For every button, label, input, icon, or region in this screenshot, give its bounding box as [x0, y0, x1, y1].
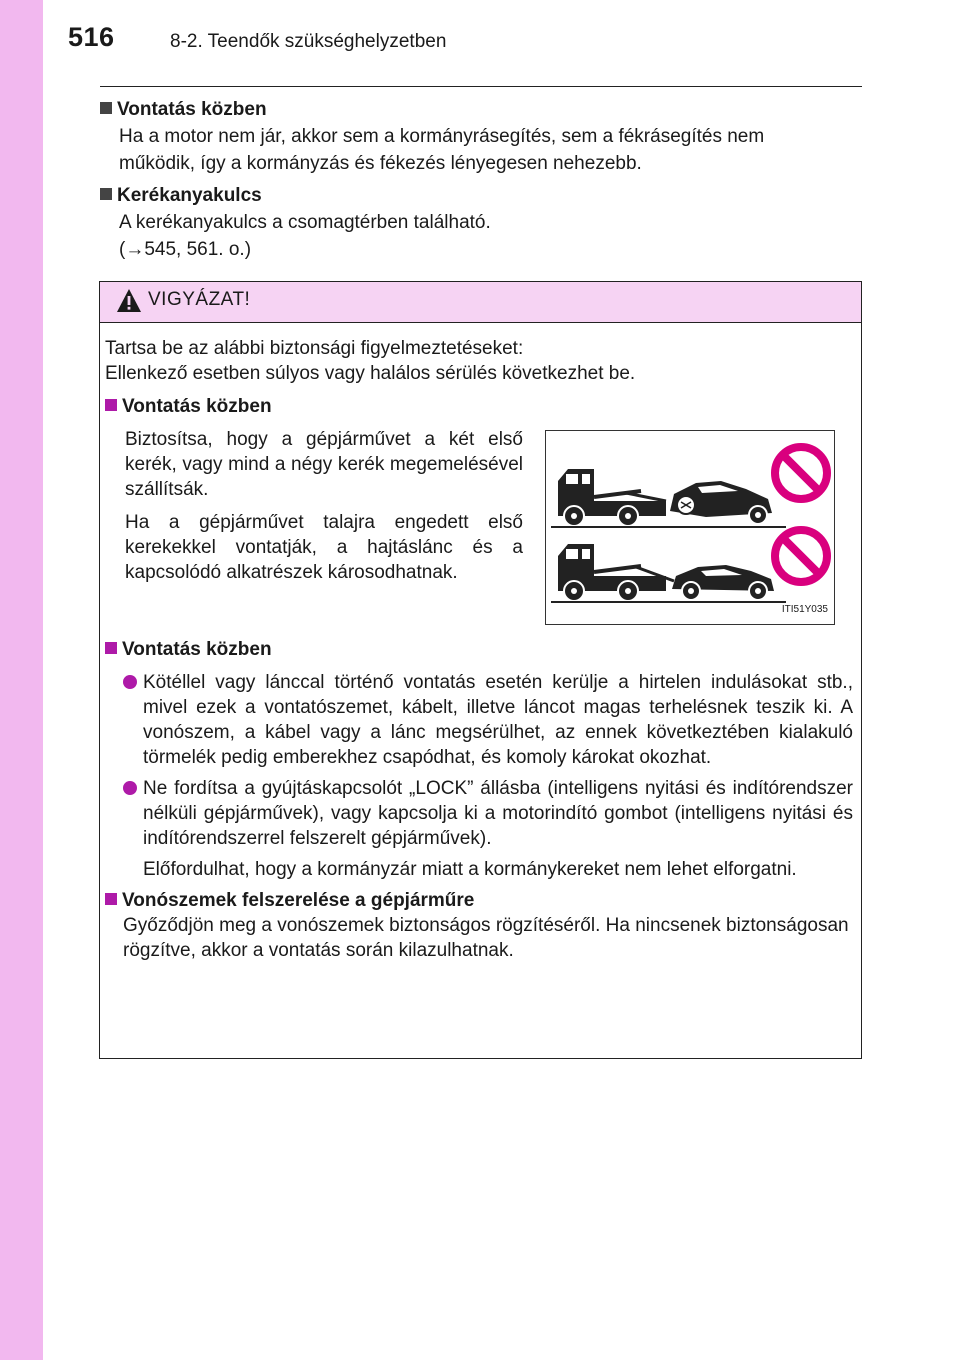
tow-eye-heading-row [105, 888, 853, 913]
caution-box [99, 281, 862, 1059]
towing-heading-row [100, 96, 862, 123]
caution-header [100, 282, 861, 323]
prohibition-sign-icon [775, 530, 827, 582]
wrench-page-reference: (→545, 561. o.) [119, 239, 252, 260]
warning-triangle-icon [116, 288, 142, 314]
square-bullet-icon [105, 642, 117, 654]
list-item [105, 670, 853, 770]
towing-section2-heading-row [105, 637, 853, 662]
towing-instruction-2: Ha a gépjárművet talajra engedett első kerekekkel vontatják, a hajtáslánc és a kapcsolódó alkatrészek károsodhatnak. [125, 512, 523, 583]
towing-instructions [125, 427, 523, 593]
tow-truck-bottom [551, 544, 786, 602]
towing-section-heading-row [105, 394, 853, 419]
tow-eye-text: Győződjön meg a vonószemek biztonságos rögzítéséről. Ha nincsenek biztonságosan rögzítve, akkor a vontatás során kilazulhatnak. [123, 915, 849, 961]
page-number: 516 [68, 22, 115, 52]
bullet-text: Kötéllel vagy lánccal történő vontatás esetén kerülje a hirtelen indulásokat stb., mivel ezek a vontatószemet, kábelt, illetve láncot magas terhelésnek teszik ki. A vonószem, a kábel vagy a lánc megsérülhet, az ennek következtében kialakuló törmelék pedig emberekhez csapódhat, és komoly károkat okozhat. [143, 672, 853, 768]
square-bullet-icon [105, 893, 117, 905]
round-bullet-icon [123, 675, 137, 689]
square-bullet-icon [100, 102, 112, 114]
list-item [105, 776, 853, 851]
caution-title: VIGYÁZAT! [148, 289, 251, 310]
bullet-text: Ne fordítsa a gyújtáskapcsolót „LOCK” állásba (intelligens nyitási és indítórendszer nélküli gépjárművek), vagy kapcsolja ki a motorindító gombot (intelligens nyitási és indítórendszerrel felszerelt gépjárművek). [143, 778, 853, 849]
towing-illustration [545, 430, 835, 625]
towing-text-line-2: működik, így a kormányzás és fékezés lényegesen nehezebb. [119, 153, 642, 174]
towing-bullet-list [105, 670, 853, 882]
wrench-text: A kerékanyakulcs a csomagtérben található. [119, 212, 491, 233]
section-title: 8-2. Teendők szükséghelyzetben [170, 31, 447, 52]
caution-intro-line-1: Tartsa be az alábbi biztonsági figyelmeztetéseket: [105, 338, 524, 359]
side-tab-strip [0, 0, 43, 1360]
towing-section-content [105, 427, 853, 637]
header-divider [100, 86, 862, 87]
tow-eye-heading: Vonószemek felszerelése a gépjárműre [122, 890, 475, 911]
towing-section-heading: Vontatás közben [122, 396, 272, 417]
caution-body [105, 336, 853, 969]
towing-instruction-1: Biztosítsa, hogy a gépjárművet a két első kerék, vagy mind a négy kerék megemelésével szállítsák. [125, 429, 523, 500]
steering-lock-note: Előfordulhat, hogy a kormányzár miatt a kormánykereket nem lehet elforgatni. [143, 859, 797, 880]
towing-text-line-1: Ha a motor nem jár, akkor sem a kormányrásegítés, sem a fékrásegítés nem [119, 126, 765, 147]
info-block [100, 96, 862, 263]
wrench-heading-row [100, 182, 862, 209]
wrench-heading: Kerékanyakulcs [117, 185, 262, 206]
square-bullet-icon [105, 399, 117, 411]
square-bullet-icon [100, 188, 112, 200]
figure-label: ITI51Y035 [781, 604, 828, 615]
caution-intro-line-2: Ellenkező esetben súlyos vagy halálos sérülés következhet be. [105, 363, 636, 384]
round-bullet-icon [123, 781, 137, 795]
towing-heading: Vontatás közben [117, 99, 267, 120]
towing-section2-heading: Vontatás közben [122, 639, 272, 660]
tow-truck-illustration [546, 431, 834, 624]
tow-truck-top [551, 469, 786, 527]
prohibition-sign-icon [775, 447, 827, 499]
